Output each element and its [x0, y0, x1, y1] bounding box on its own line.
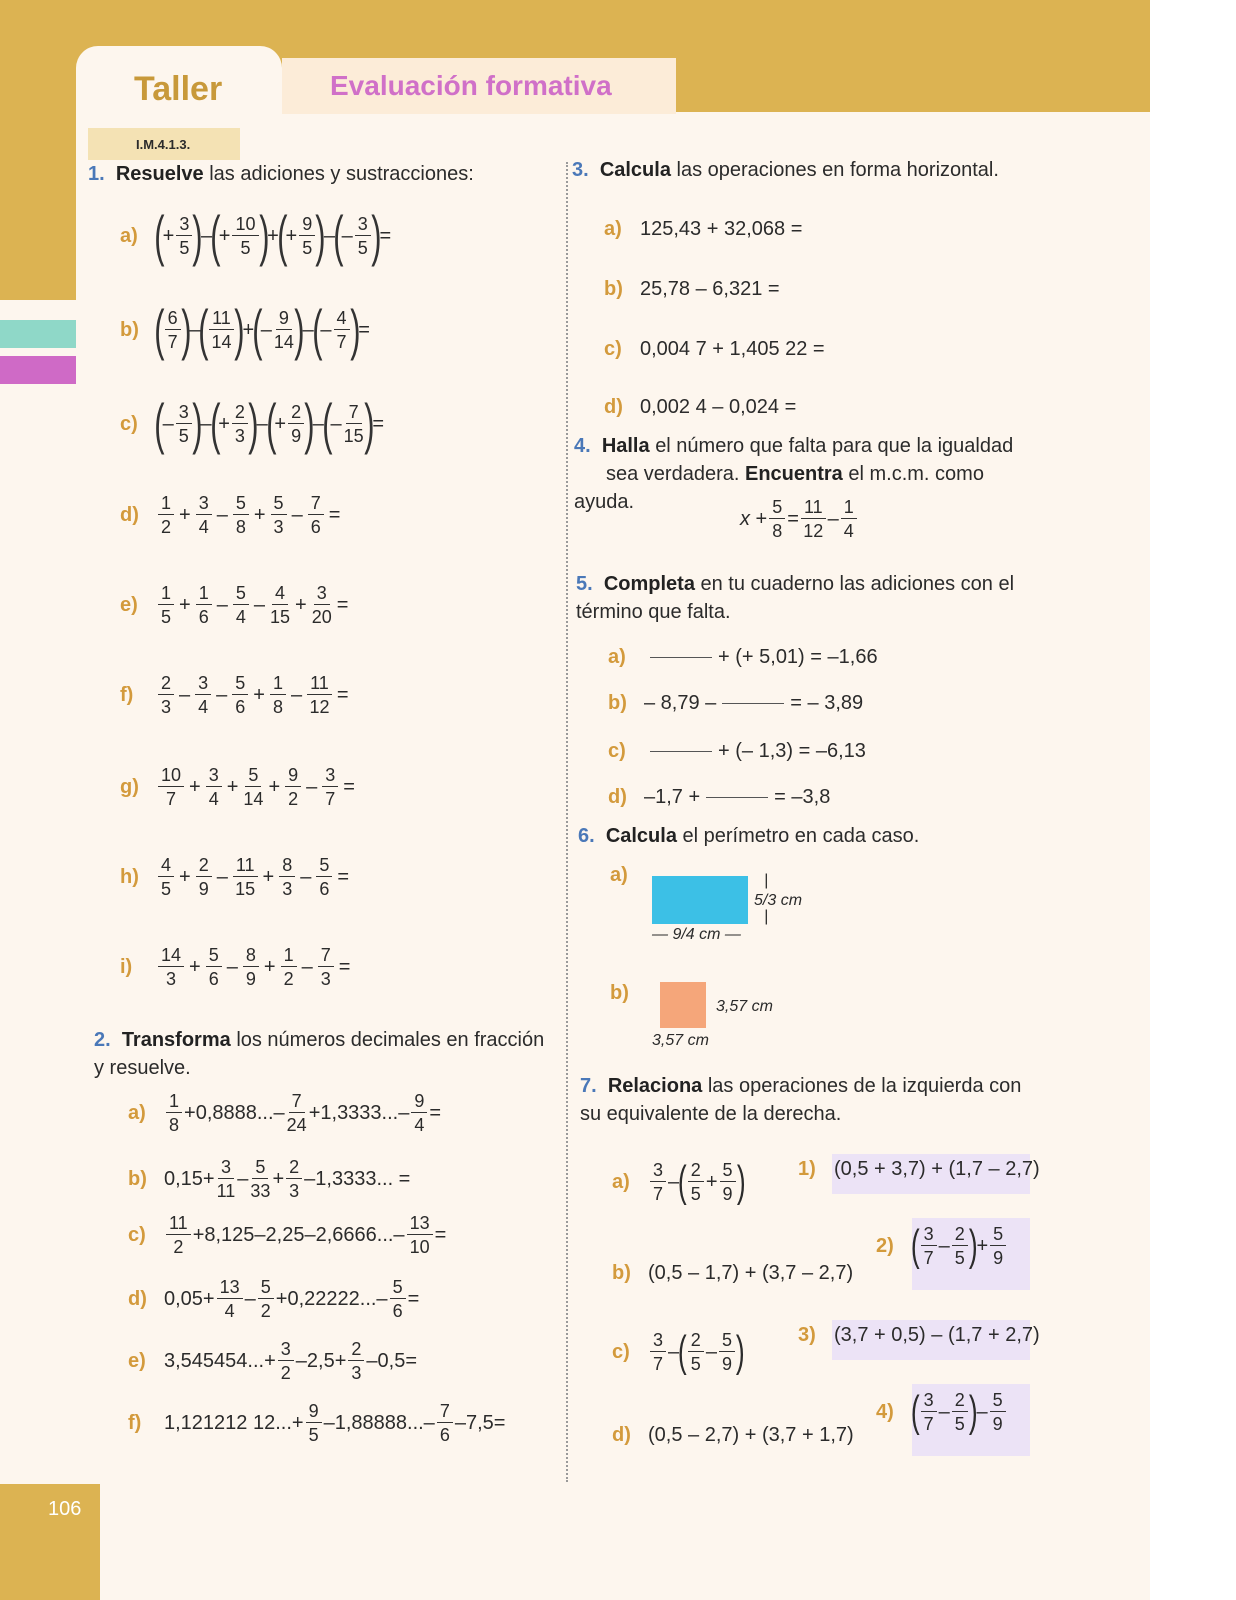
- answer-blank: [706, 797, 768, 798]
- q2-item-d: d) 0,05+ 13 4 – 5 2 +0,22222...– 5 6 =: [128, 1277, 420, 1321]
- taller-title: Taller: [134, 70, 223, 108]
- q5-item-c: c) + (– 1,3) = –6,13: [608, 740, 866, 762]
- q1-item-g: g) 10 7 + $\frac{3}{4}$ + $\frac{5}{14}$ + $\frac{9}{2}$ – $\frac{3}{7}$ =: [120, 765, 355, 809]
- q1-item-b: b) ( 6 7 ) – ( 11 14 ) + ( – 9 14 ) – ( – 4 7 ) =: [120, 298, 370, 361]
- rectangle-figure: [652, 876, 748, 924]
- pink-strip: [0, 356, 76, 384]
- square-side-label: 3,57 cm: [716, 998, 773, 1015]
- answer-blank: [722, 703, 784, 704]
- q7-option-1: 1) (0,5 + 3,7) + (1,7 – 2,7): [798, 1158, 1040, 1180]
- q7-item-d: d) (0,5 – 2,7) + (3,7 + 1,7): [612, 1424, 854, 1446]
- q1-item-d: d) 1 2 + $\frac{3}{4}$ – 5 8 + $\frac{5}{3}$ – $\frac{7}{6}$ =: [120, 493, 341, 537]
- q1-item-c: c) ( – 3 5 ) – ( + 2 3 ) – ( + 2 9 ) – ( – 7 15 ) =: [120, 392, 385, 455]
- question-2: 2. Transforma los números decimales en fracción y resuelve.: [94, 1029, 545, 1079]
- column-divider: [566, 162, 568, 1482]
- taller-tab: [76, 46, 282, 126]
- square-side-label: 3,57 cm: [652, 1032, 709, 1049]
- question-1: 1. Resuelve las adiciones y sustracciones:: [88, 163, 474, 185]
- q6-label-b: b): [610, 982, 629, 1004]
- q7-item-c: c) 3 7 – ( 2 5 – 5 9 ): [612, 1327, 745, 1376]
- q6-label-a: a): [610, 864, 628, 886]
- q3-item-b: b) 25,78 – 6,321 =: [604, 278, 780, 300]
- q1-item-h: h) 4 5 + $\frac{2}{9}$ – 11 15 + $\frac{8}{3}$ – $\frac{5}{6}$ =: [120, 855, 350, 899]
- q7-item-b: b) (0,5 – 1,7) + (3,7 – 2,7): [612, 1262, 854, 1284]
- left-band: [0, 0, 76, 300]
- q5-item-a: a) + (+ 5,01) = –1,66: [608, 646, 878, 668]
- q7-option-3: 3) (3,7 + 0,5) – (1,7 + 2,7): [798, 1324, 1040, 1346]
- rect-width-label: — 9/4 cm —: [652, 926, 741, 943]
- question-5: 5. Completa en tu cuaderno las adiciones con el término que falta.: [576, 573, 1015, 623]
- rect-height-tick: |: [764, 872, 769, 889]
- answer-blank: [650, 657, 712, 658]
- question-7: 7. Relaciona las operaciones de la izquierda con su equivalente de la derecha.: [580, 1075, 1022, 1125]
- teal-strip: [0, 320, 76, 348]
- q2-item-f: f) 1,121212 12...+ 9 5 –1,88888...– 7 6 –7,5=: [128, 1401, 506, 1445]
- answer-blank: [650, 751, 712, 752]
- q2-item-e: e) 3,545454...+ 3 2 –2,5+ 2 3 –0,5=: [128, 1339, 418, 1383]
- q7-item-a: a) 3 7 – ( 2 5 + 5 9 ): [612, 1157, 746, 1206]
- q2-item-c: c) 11 2 +8,125–2,25–2,6666...– 13 10 =: [128, 1213, 447, 1257]
- page-number: 106: [48, 1498, 82, 1520]
- q1-item-e: e) 1 5 + $\frac{1}{6}$ – 5 4 – 4 15 + $\frac{3}{20}$ =: [120, 583, 349, 627]
- question-4: 4. Halla el número que falta para que la igualdad sea verdadera. Encuentra el m.c.m. como ayuda.: [574, 435, 1014, 513]
- q3-item-a: a) 125,43 + 32,068 =: [604, 218, 803, 240]
- question-3: 3. Calcula las operaciones en forma horizontal.: [572, 159, 999, 181]
- square-figure: [660, 982, 706, 1028]
- q3-item-c: c) 0,004 7 + 1,405 22 =: [604, 338, 825, 360]
- rect-height-label: 5/3 cm: [754, 892, 803, 909]
- q7-option-4: 4) ( 3 7 – 2 5 ) – 5 9: [876, 1390, 1008, 1434]
- evaluation-title: Evaluación formativa: [330, 70, 612, 101]
- q7-option-2: 2) ( 3 7 – 2 5 ) + 5 9: [876, 1224, 1008, 1268]
- q2-item-b: b) 0,15+ 3 11 – 5 33 + 2 3 –1,3333... =: [128, 1157, 411, 1201]
- evaluation-tab: [282, 58, 676, 114]
- indicator-code: I.M.4.1.3.: [88, 128, 240, 160]
- q1-item-a: a) ( + 3 5 ) – ( + 10 5 ) + ( + 9 5 ) – ( – 3 5 ) =: [120, 204, 392, 267]
- rect-height-tick: |: [764, 908, 769, 925]
- page-margin: [1150, 0, 1236, 1600]
- page-number-box: [0, 1484, 100, 1600]
- q4-equation: x + 5 8 = 11 12 – 1 4: [740, 498, 859, 540]
- q5-item-d: d) –1,7 + = –3,8: [608, 786, 831, 808]
- q1-item-i: i) 14 3 + $\frac{5}{6}$ – 8 9 + $\frac{1}{2}$ – $\frac{7}{3}$ =: [120, 945, 351, 989]
- q2-item-a: a) 1 8 +0,8888...– 7 24 +1,3333...– 9 4 =: [128, 1091, 442, 1135]
- q5-item-b: b) – 8,79 – = – 3,89: [608, 692, 864, 714]
- q3-item-d: d) 0,002 4 – 0,024 =: [604, 396, 797, 418]
- question-6: 6. Calcula el perímetro en cada caso.: [578, 825, 920, 847]
- q1-item-f: f) 2 3 – 3 4 – 5 6 + $\frac{1}{8}$ – $\frac{11}{12}$ =: [120, 673, 349, 717]
